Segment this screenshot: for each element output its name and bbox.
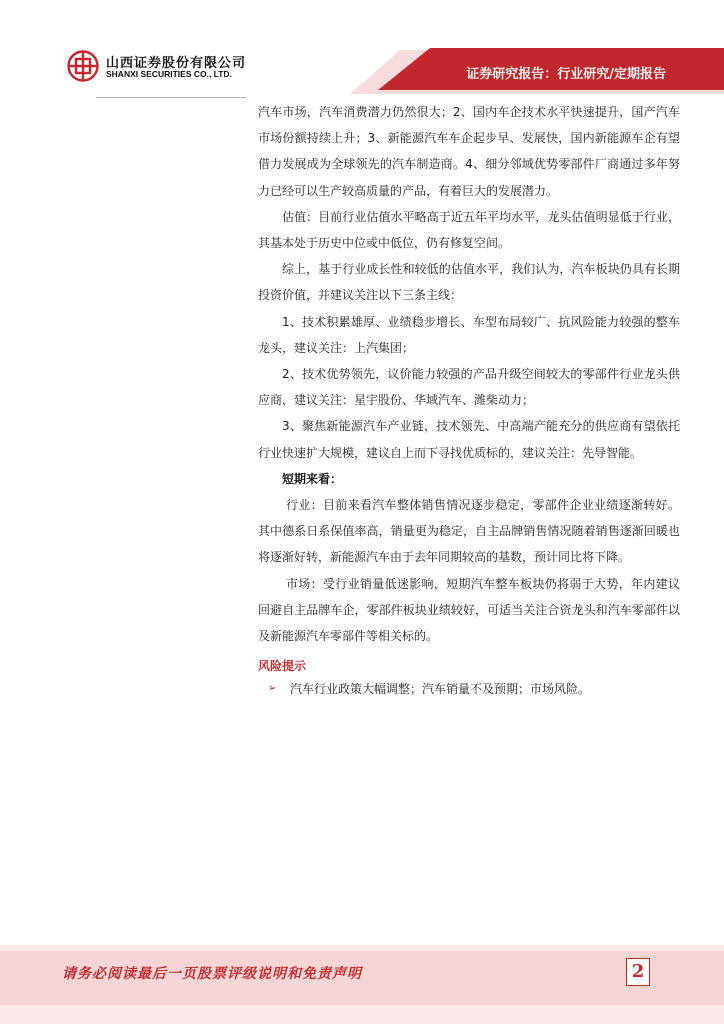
company-name-en: SHANXI SECURITIES CO., LTD. [106,69,232,79]
risk-item-text: 汽车行业政策大幅调整；汽车销量不及预期；市场风险。 [290,682,591,697]
risk-heading: 风险提示 [258,659,307,674]
paragraph-mainline-2: 2、技术优势领先，议价能力较强的产品升级空间较大的零部件行业龙头供应商，建议关注：星宇股份、华域汽车、潍柴动力； [258,367,680,408]
arrow-bullet-icon: ➢ [268,683,277,695]
page-number: 2 [626,958,650,986]
paragraph-summary: 综上，基于行业成长性和较低的估值水平，我们认为，汽车板块仍具有长期投资价值，并建议关注以下三条主线： [258,262,680,303]
disclaimer-notice: 请务必阅读最后一页股票评级说明和免责声明 [62,966,362,982]
page-header [0,0,724,100]
company-logo-icon [67,50,99,82]
footer-band [0,945,724,1024]
paragraph-short-term-industry: 行业：目前来看汽车整体销售情况逐步稳定，零部件企业业绩逐渐转好。其中德系日系保值率高，销量更为稳定，自主品牌销售情况随着销售逐渐回暖也将逐渐好转，新能源汽车由于去年同期较高的基数，预计同比将下降。 [258,498,680,565]
paragraph-valuation: 估值：目前行业估值水平略高于近五年平均水平，龙头估值明显低于行业，其基本处于历史中位或中低位，仍有修复空间。 [258,209,680,251]
header-divider [96,97,246,98]
paragraph-mainline-3: 3、聚焦新能源汽车产业链，技术领先、中高端产能充分的供应商有望依托行业快速扩大规模，建议自上而下寻找优质标的，建议关注：先导智能。 [258,419,680,460]
report-type-label: 证券研究报告：行业研究/定期报告 [466,67,666,82]
paragraph-short-term-market: 市场：受行业销量低迷影响，短期汽车整车板块仍将弱于大势，年内建议回避自主品牌车企，零部件板块业绩较好，可适当关注合资龙头和汽车零部件以及新能源汽车零部件等相关标的。 [258,576,680,644]
company-name-cn: 山西证券股份有限公司 [106,56,247,71]
paragraph-industry-outlook: 汽车市场，汽车消费潜力仍然很大；2、国内车企技术水平快速提升，国产汽车市场份额持续上升；3、新能源汽车车企起步早、发展快，国内新能源车企有望借力发展成为全球领先的汽车制造商。4、细分邻域优势零部件厂商通过多年努力已经可以生产较高质量的产品，有着巨大的发展潜力。 [258,105,680,198]
risk-item [258,676,680,702]
paragraph-mainline-1: 1、技术积累雄厚、业绩稳步增长、车型布局较广、抗风险能力较强的整车龙头，建议关注：上汽集团； [258,314,680,355]
report-body [258,99,680,703]
short-term-heading: 短期来看： [282,471,343,486]
